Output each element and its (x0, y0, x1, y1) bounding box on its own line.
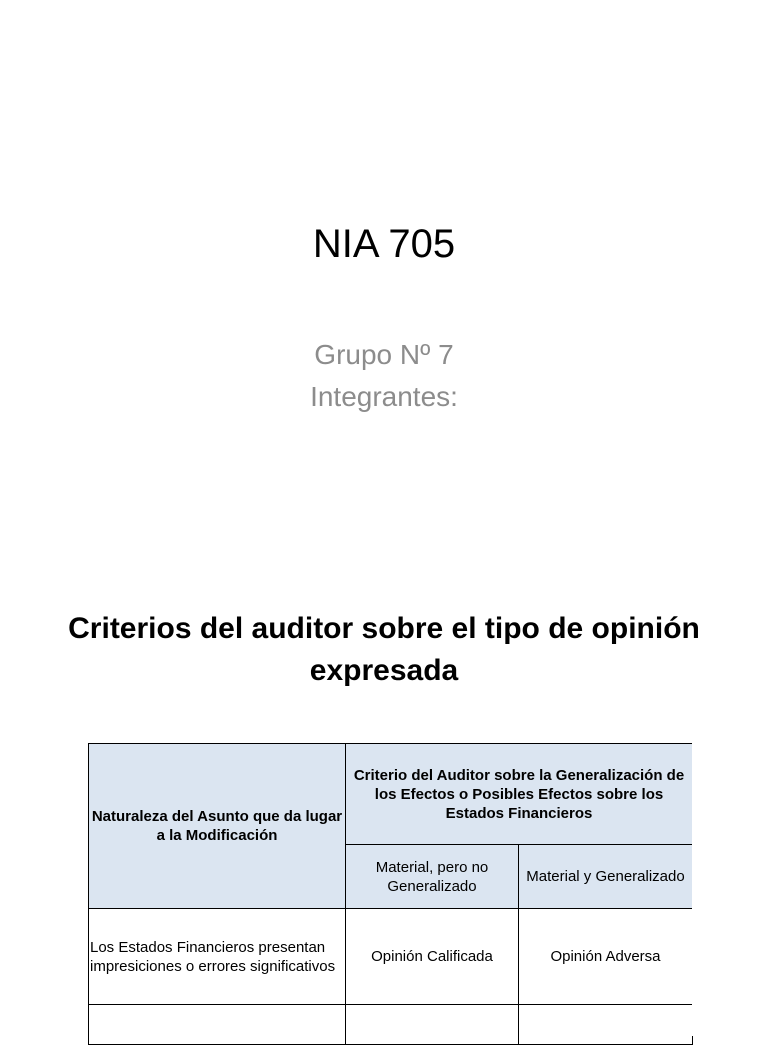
material-not-pervasive-header: Material, pero no Generalizado (346, 845, 519, 909)
row-cell-not-pervasive (346, 1005, 519, 1045)
row-nature-cell (89, 1005, 346, 1045)
members-label: Integrantes: (310, 381, 458, 412)
row-cell-pervasive (519, 1005, 693, 1045)
slide-edge-mask (692, 736, 768, 1036)
criteria-heading: Criterios del auditor sobre el tipo de opinión expresada (68, 612, 700, 687)
row-cell-pervasive: Opinión Adversa (519, 909, 693, 1005)
opinion-criteria-table (88, 743, 693, 1045)
criteria-slide (0, 576, 768, 1024)
nature-column-header: Naturaleza del Asunto que da lugar a la Modificación (89, 744, 346, 909)
group-number: Grupo Nº 7 (314, 339, 454, 370)
row-nature-cell: Los Estados Financieros presentan impresiciones o errores significativos (89, 909, 346, 1005)
material-pervasive-header: Material y Generalizado (519, 845, 693, 909)
row-cell-not-pervasive: Opinión Calificada (346, 909, 519, 1005)
table-row (89, 1005, 693, 1045)
slide-title: NIA 705 (312, 222, 456, 266)
criteria-group-header: Criterio del Auditor sobre la Generalización de los Efectos o Posibles Efectos sobre los Estados Financieros (346, 744, 693, 845)
table-row (89, 909, 693, 1005)
slide-subtitle (0, 334, 768, 418)
